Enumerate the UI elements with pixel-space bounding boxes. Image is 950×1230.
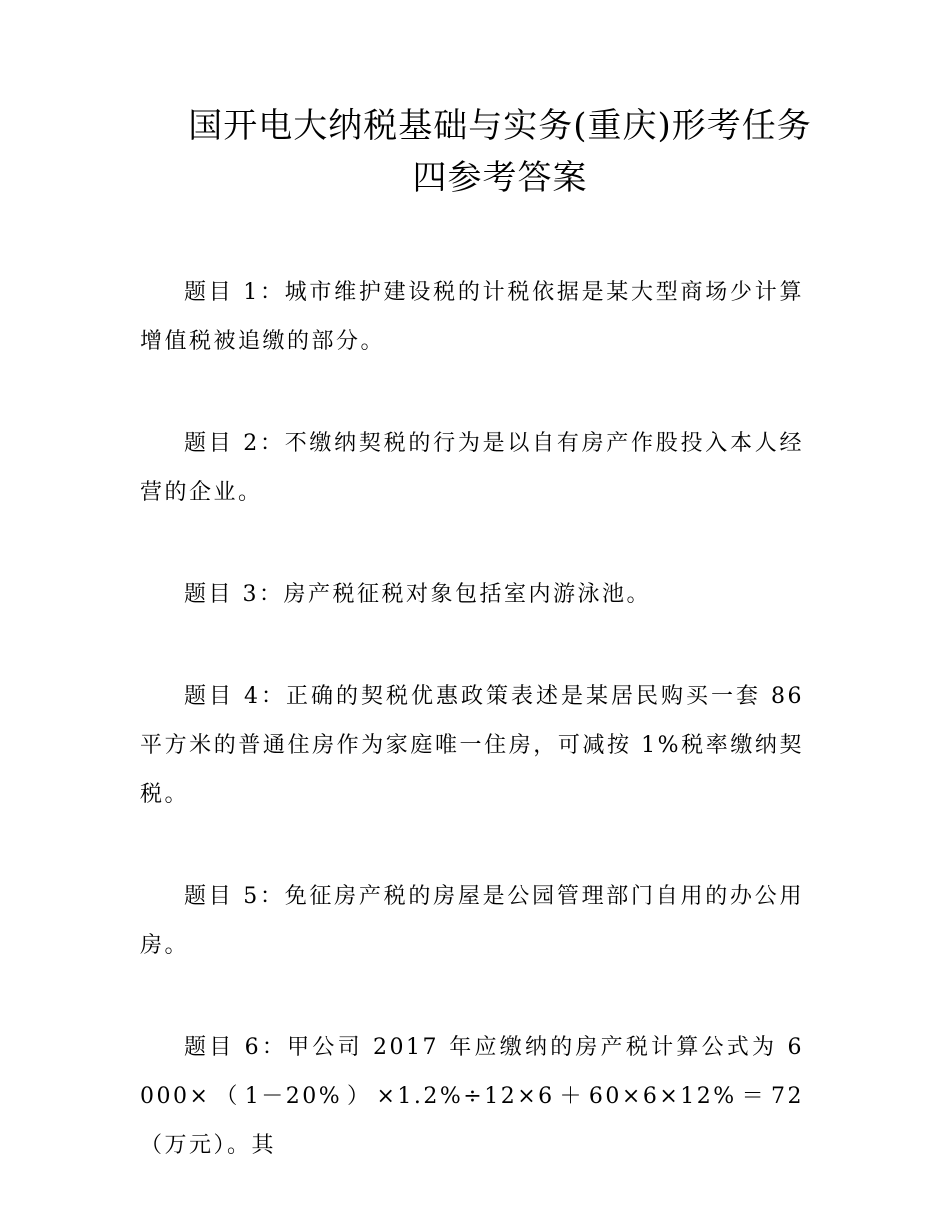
document-title-line-2: 四参考答案 xyxy=(412,158,588,198)
question-6: 题目 6：甲公司 2017 年应缴纳的房产税计算公式为 6 000×（1－20%）×1.2%÷12×6＋60×6×12%＝72（万元）。其 xyxy=(140,1035,804,1158)
question-1: 题目 1：城市维护建设税的计税依据是某大型商场少计算增值税被追缴的部分。 xyxy=(140,280,804,354)
question-5: 题目 5：免征房产税的房屋是公园管理部门自用的办公用房。 xyxy=(140,884,804,958)
document-body xyxy=(140,268,804,1170)
question-4: 题目 4：正确的契税优惠政策表述是某居民购买一套 86 平方米的普通住房作为家庭唯一住房，可减按 1%税率缴纳契税。 xyxy=(140,684,804,807)
question-2: 题目 2：不缴纳契税的行为是以自有房产作股投入本人经营的企业。 xyxy=(140,431,804,505)
document-title xyxy=(140,100,860,204)
document-title-line-1: 国开电大纳税基础与实务(重庆)形考任务 xyxy=(188,106,812,146)
question-3: 题目 3：房产税征税对象包括室内游泳池。 xyxy=(184,582,651,607)
